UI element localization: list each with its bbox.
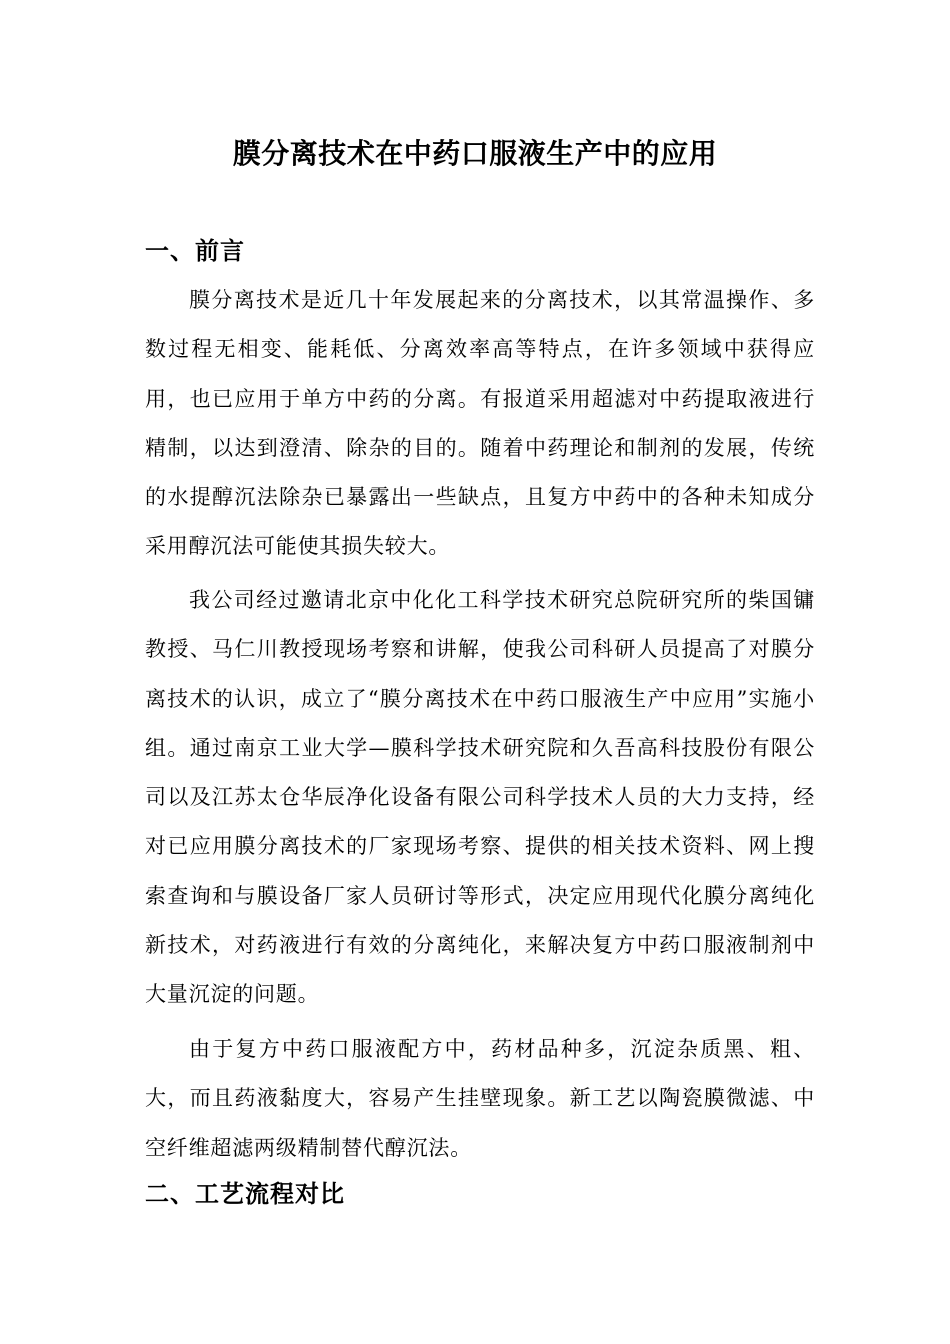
paragraph: 我公司经过邀请北京中化化工科学技术研究总院研究所的柴国镛教授、马仁川教授现场考察和讲解，使我公司科研人员提高了对膜分离技术的认识，成立了“膜分离技术在中药口服液生产中应用”实施小组。通过南京工业大学—膜科学技术研究院和久吾高科技股份有限公司以及江苏太仓华辰净化设备有限公司科学技术人员的大力支持，经对已应用膜分离技术的厂家现场考察、提供的相关技术资料、网上搜索查询和与膜设备厂家人员研讨等形式，决定应用现代化膜分离纯化新技术，对药液进行有效的分离纯化，来解决复方中药口服液制剂中大量沉淀的问题。	[145, 588, 815, 1007]
paragraph: 膜分离技术是近几十年发展起来的分离技术，以其常温操作、多数过程无相变、能耗低、分离效率高等特点，在许多领域中获得应用，也已应用于单方中药的分离。有报道采用超滤对中药提取液进行精制，以达到澄清、除杂的目的。随着中药理论和制剂的发展，传统的水提醇沉法除杂已暴露出一些缺点，且复方中药中的各种未知成分采用醇沉法可能使其损失较大。	[145, 288, 815, 559]
section-heading-process-comparison: 二、工艺流程对比	[145, 1179, 345, 1208]
document-title: 膜分离技术在中药口服液生产中的应用	[232, 137, 718, 170]
section-heading-preface: 一、前言	[145, 236, 245, 265]
paragraph: 由于复方中药口服液配方中，药材品种多，沉淀杂质黑、粗、大，而且药液黏度大，容易产生挂壁现象。新工艺以陶瓷膜微滤、中空纤维超滤两级精制替代醇沉法。	[145, 1037, 815, 1160]
